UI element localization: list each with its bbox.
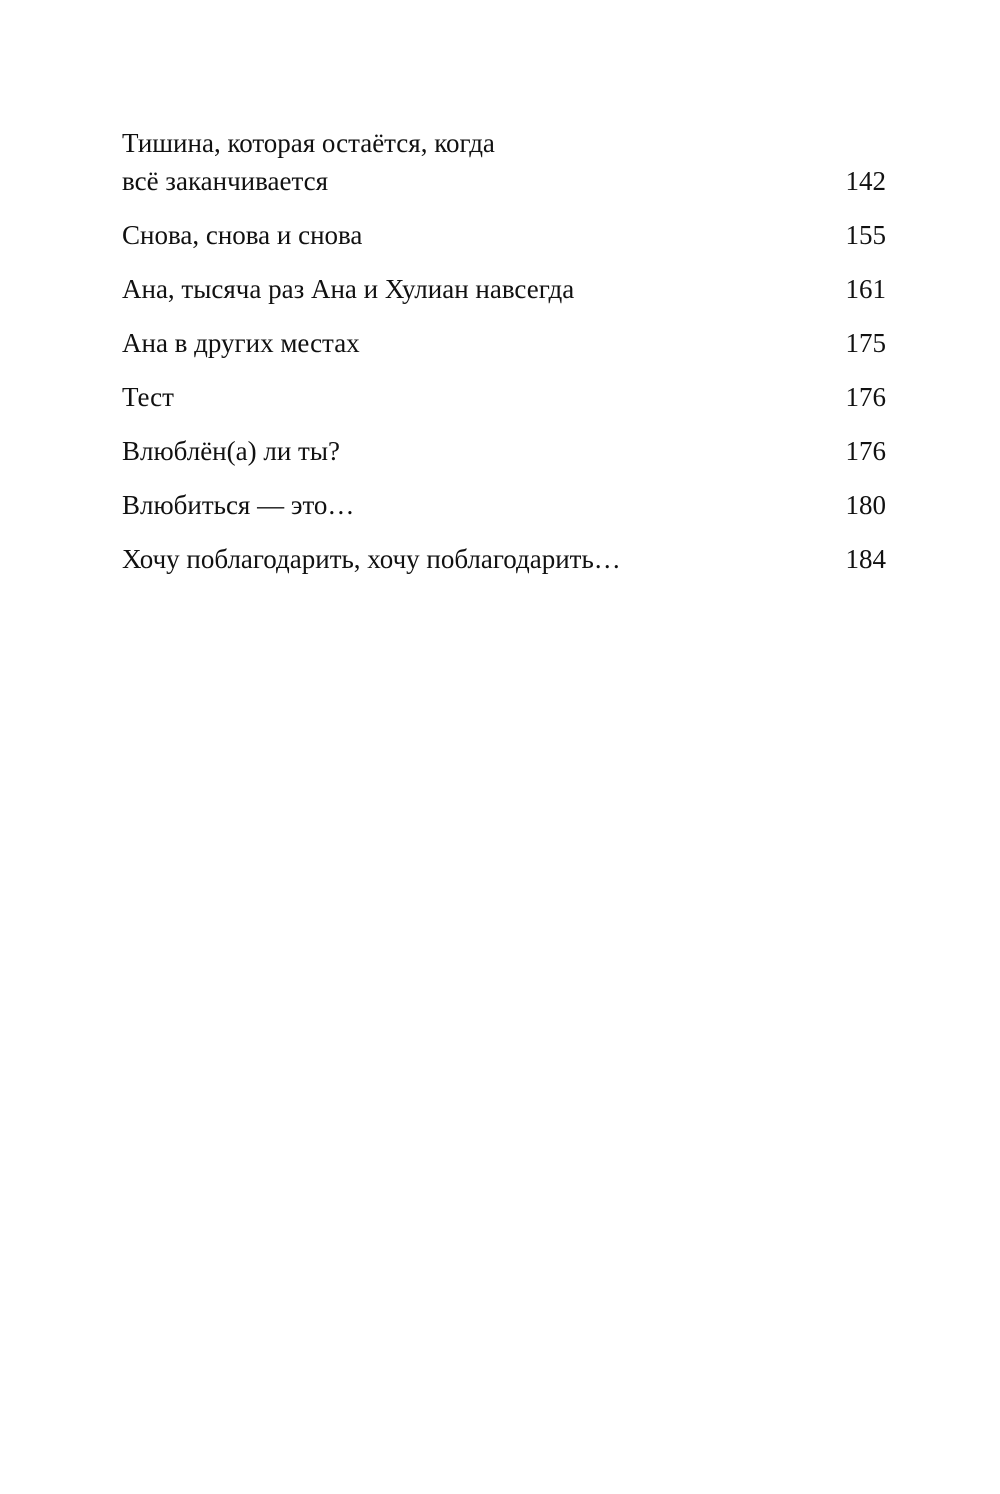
- toc-entry: [122, 540, 886, 578]
- toc-entry-title: Тест: [122, 382, 174, 412]
- toc-entry-title: Тишина, которая остаётся, когда всё заканчивается: [122, 128, 495, 196]
- toc-entry-page: 161: [845, 274, 886, 304]
- toc-entry: [122, 124, 886, 200]
- toc-entry-title: Влюблён(а) ли ты?: [122, 436, 340, 466]
- toc-entry: [122, 432, 886, 470]
- toc-entry-page: 184: [845, 544, 886, 574]
- toc-entry-page: 175: [845, 328, 886, 358]
- toc-entry: [122, 324, 886, 362]
- toc-entry-title: Влюбиться — это…: [122, 490, 355, 520]
- toc-entry: [122, 270, 886, 308]
- toc-entry: [122, 486, 886, 524]
- toc-entry-title: Ана в других местах: [122, 328, 360, 358]
- toc-entry-title: Ана, тысяча раз Ана и Хулиан навсегда: [122, 274, 575, 304]
- toc-entry: [122, 216, 886, 254]
- toc-entry-title: Хочу поблагодарить, хочу поблагодарить…: [122, 544, 621, 574]
- table-of-contents: [122, 124, 886, 594]
- toc-entry-page: 180: [845, 490, 886, 520]
- toc-entry-page: 176: [845, 382, 886, 412]
- toc-entry-page: 142: [845, 166, 886, 196]
- toc-entry-title: Снова, снова и снова: [122, 220, 363, 250]
- toc-entry-page: 155: [845, 220, 886, 250]
- toc-entry-page: 176: [845, 436, 886, 466]
- toc-entry: [122, 378, 886, 416]
